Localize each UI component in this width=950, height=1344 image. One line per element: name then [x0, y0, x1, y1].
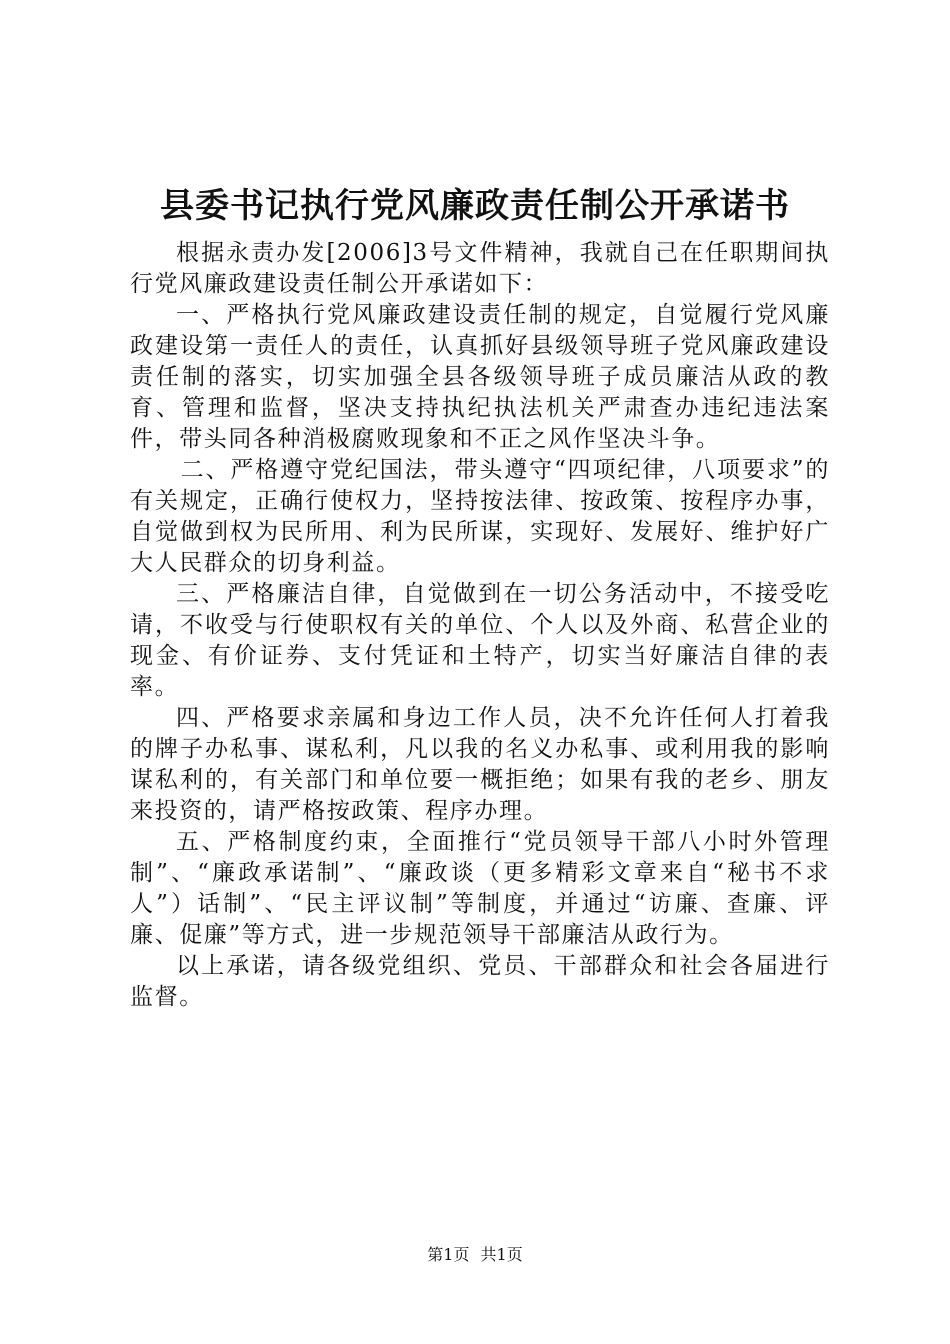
paragraph-item-2: 二、严格遵守党纪国法，带头遵守“四项纪律，八项要求”的有关规定，正确行使权力，坚持按法律、按政策、按程序办事，自觉做到权为民所用、利为民所谋，实现好、发展好、维护好广大人民群众的切身利益。: [130, 457, 830, 576]
paragraph-intro: 根据永责办发[2006]3号文件精神，我就自己在任职期间执行党风廉政建设责任制公开承诺如下：: [130, 240, 830, 297]
page-number-total: 共1页: [480, 1245, 523, 1264]
paragraph-closing: 以上承诺，请各级党组织、党员、干部群众和社会各届进行监督。: [130, 953, 830, 1010]
paragraph-item-1: 一、严格执行党风廉政建设责任制的规定，自觉履行党风廉政建设第一责任人的责任，认真抓好县级领导班子党风廉政建设责任制的落实，切实加强全县各级领导班子成员廉洁从政的教育、管理和监督，坚决支持执纪执法机关严肃查办违纪违法案件，带头同各种消极腐败现象和不正之风作坚决斗争。: [130, 302, 830, 452]
document-body: [130, 238, 830, 1013]
paragraph-item-3: 三、严格廉洁自律，自觉做到在一切公务活动中，不接受吃请，不收受与行使职权有关的单位、个人以及外商、私营企业的现金、有价证券、支付凭证和土特产，切实当好廉洁自律的表率。: [130, 581, 830, 700]
paragraph-item-4: 四、严格要求亲属和身边工作人员，决不允许任何人打着我的牌子办私事、谋私利，凡以我的名义办私事、或利用我的影响谋私利的，有关部门和单位要一概拒绝；如果有我的老乡、朋友来投资的，请严格按政策、程序办理。: [130, 705, 830, 824]
page-number-current: 第1页: [427, 1245, 470, 1264]
paragraph-item-5: 五、严格制度约束，全面推行“党员领导干部八小时外管理制”、“廉政承诺制”、“廉政谈（更多精彩文章来自“秘书不求人”）话制”、“民主评议制”等制度，并通过“访廉、查廉、评廉、促廉”等方式，进一步规范领导干部廉洁从政行为。: [130, 829, 830, 948]
page-footer: [0, 1244, 950, 1266]
document-title: 县委书记执行党风廉政责任制公开承诺书: [160, 186, 790, 226]
